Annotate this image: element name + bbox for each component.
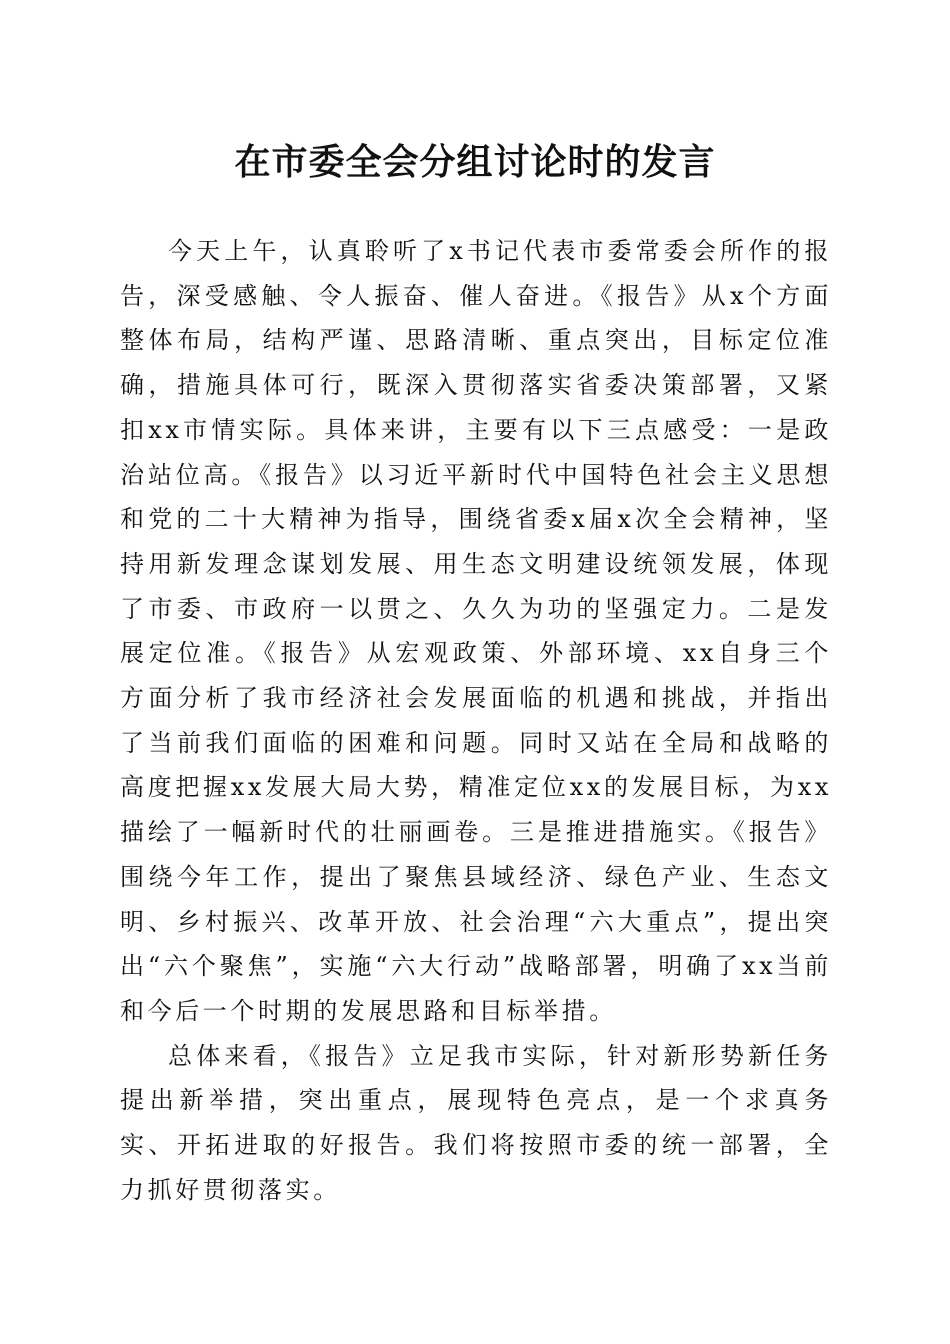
document-title: 在市委全会分组讨论时的发言 [234,141,716,183]
paragraph-2: 总体来看，《报告》立足我市实际，针对新形势新任务提出新举措，突出重点，展现特色亮点，是一个求真务实、开拓进取的好报告。我们将按照市委的统一部署，全力抓好贯彻落实。 [120,1041,832,1204]
paragraph-1: 今天上午，认真聆听了x书记代表市委常委会所作的报告，深受感触、令人振奋、催人奋进。《报告》从x个方面整体布局，结构严谨、思路清晰、重点突出，目标定位准确，措施具体可行，既深入贯彻落实省委决策部署，又紧扣xx市情实际。具体来讲，主要有以下三点感受：一是政治站位高。《报告》以习近平新时代中国特色社会主义思想和党的二十大精神为指导，围绕省委x届x次全会精神，坚持用新发理念谋划发展、用生态文明建设统领发展，体现了市委、市政府一以贯之、久久为功的坚强定力。二是发展定位准。《报告》从宏观政策、外部环境、xx自身三个方面分析了我市经济社会发展面临的机遇和挑战，并指出了当前我们面临的困难和问题。同时又站在全局和战略的高度把握xx发展大局大势，精准定位xx的发展目标，为xx描绘了一幅新时代的壮丽画卷。三是推进措施实。《报告》围绕今年工作，提出了聚焦县域经济、绿色产业、生态文明、乡村振兴、改革开放、社会治理“六大重点”，提出突出“六个聚焦”，实施“六大行动”战略部署，明确了xx当前和今后一个时期的发展思路和目标举措。 [120,237,832,1025]
document-body [120,229,832,1212]
